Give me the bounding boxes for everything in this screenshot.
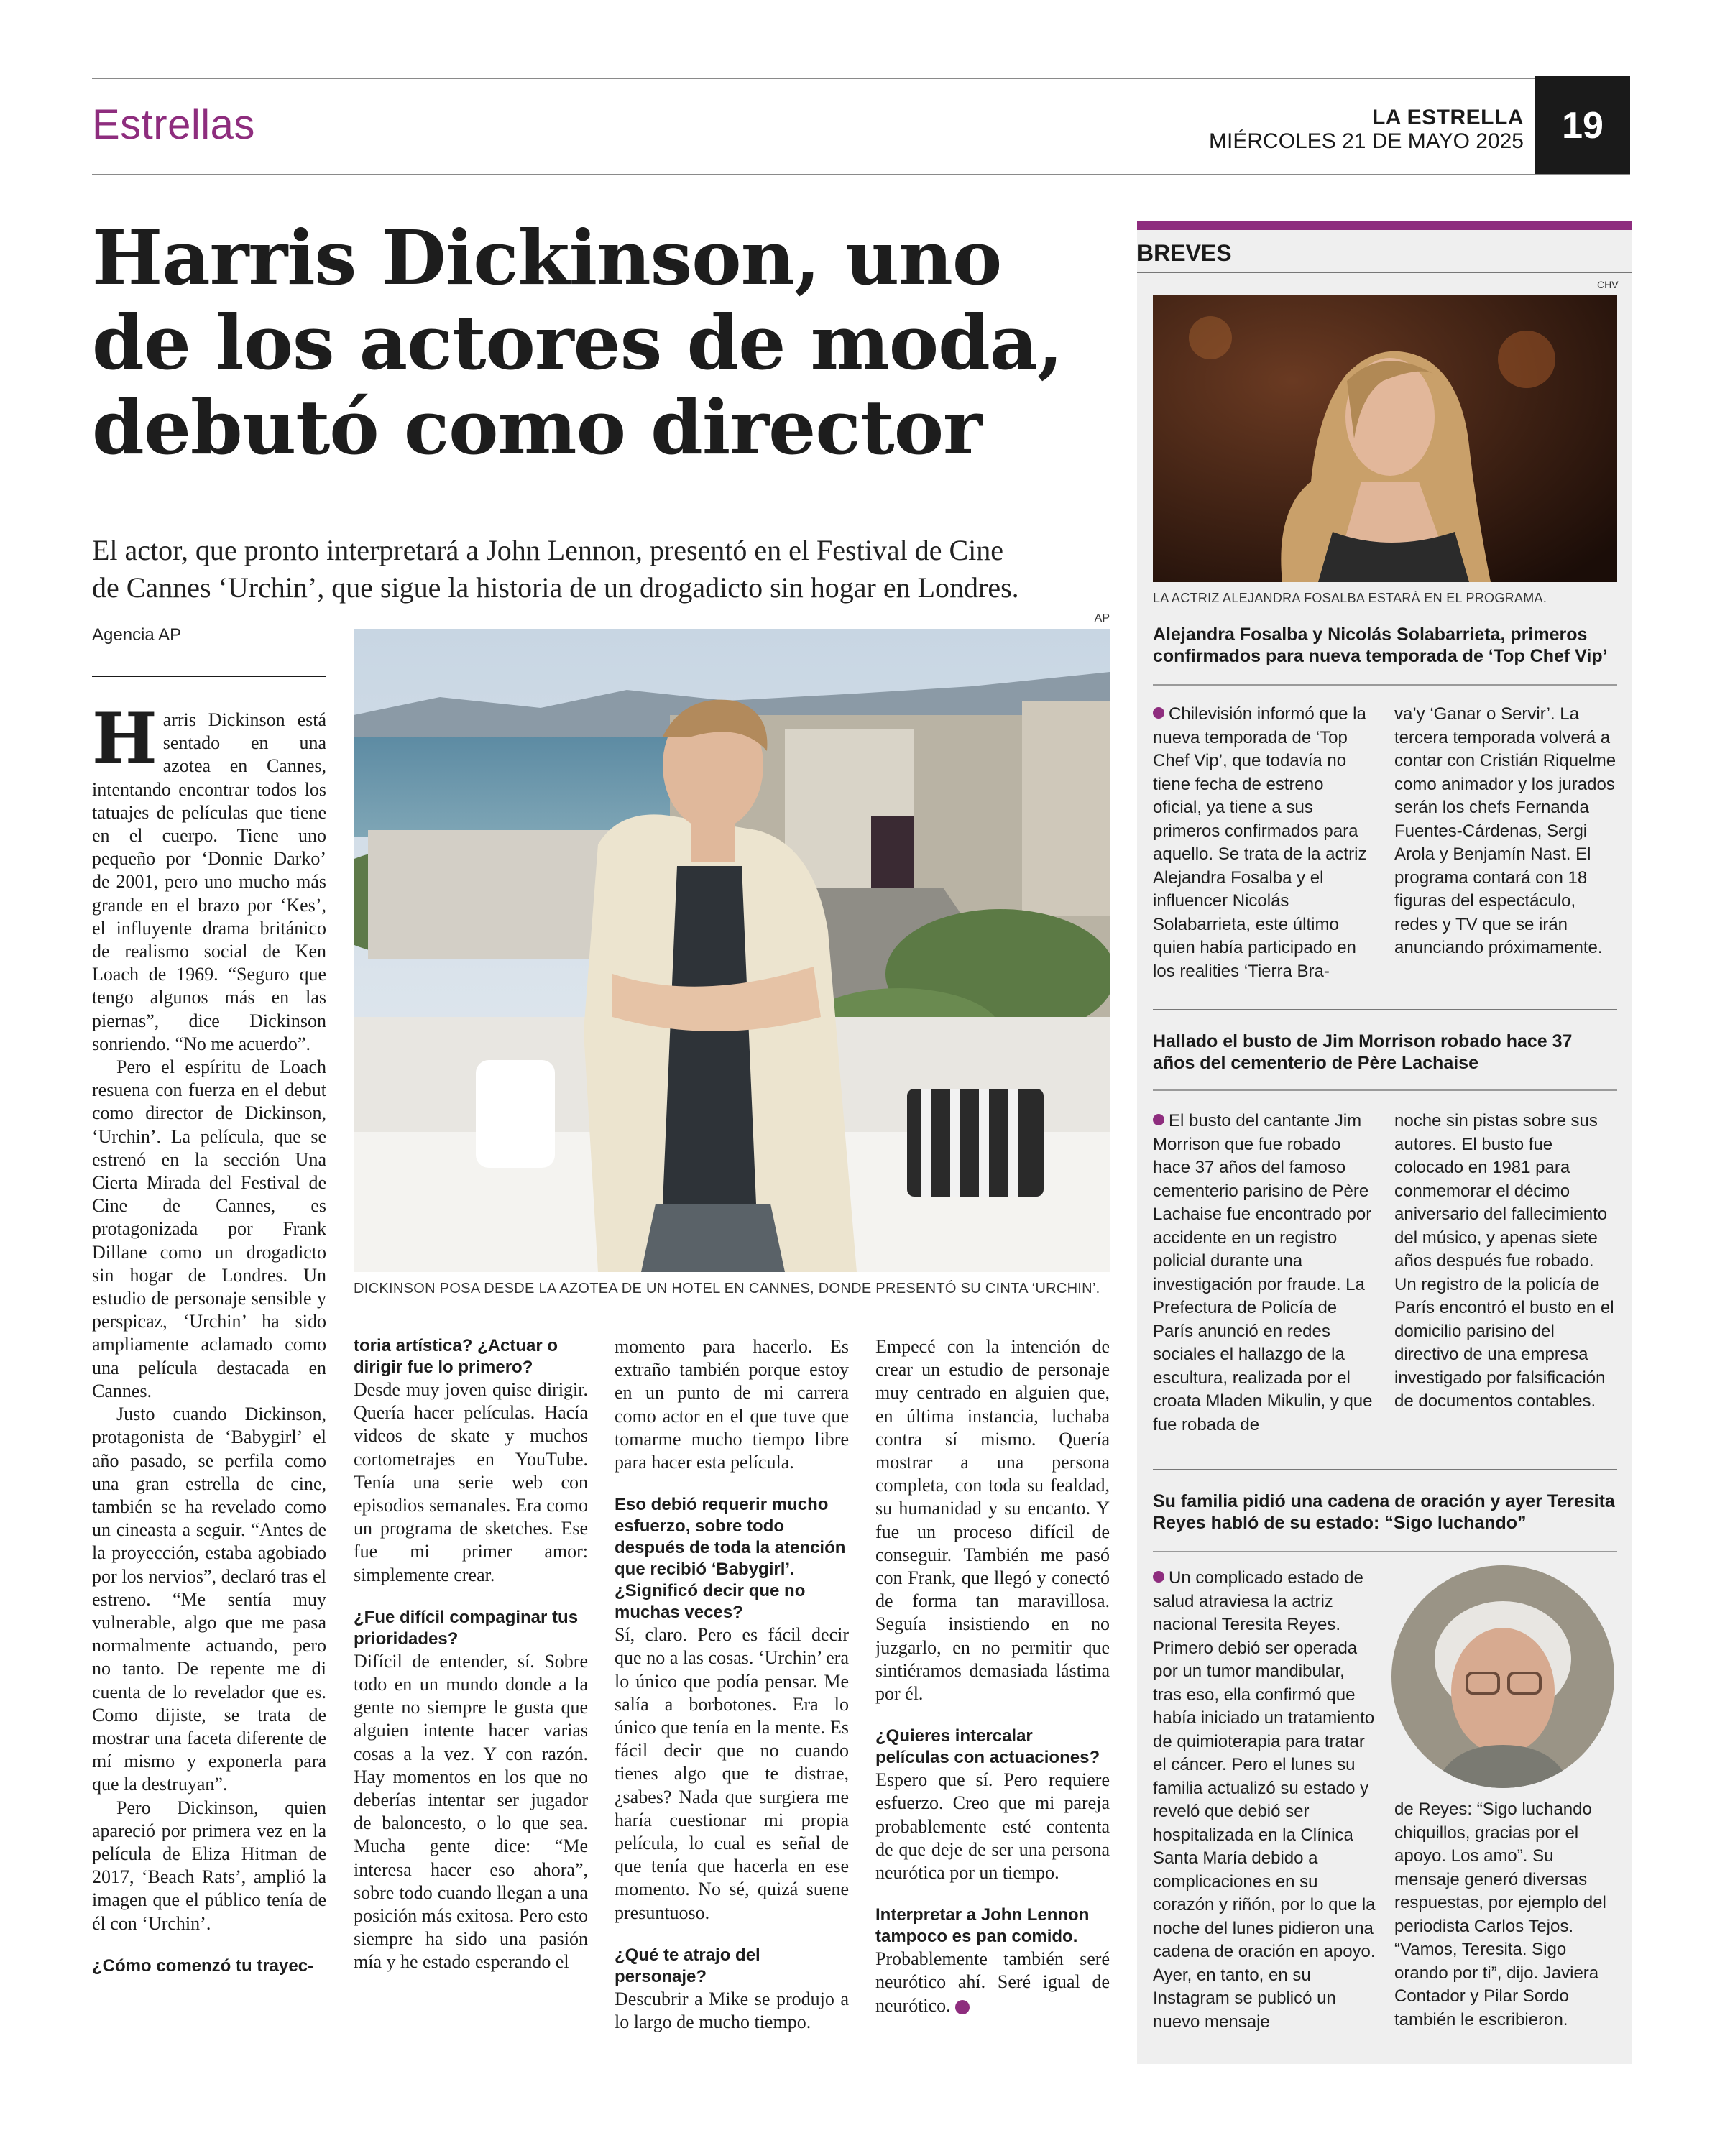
photo-caption: DICKINSON POSA DESDE LA AZOTEA DE UN HOTEL EN CANNES, DONDE PRESENTÓ SU CINTA ‘URCHIN’. — [354, 1281, 1100, 1296]
interview-answer: Espero que sí. Pero requiere esfuerzo. Creo que mi pareja probablemente esté contenta de que deje de ser una persona neurótica por un tiempo. — [875, 1769, 1110, 1884]
interview-answer: Desde muy joven quise dirigir. Quería hacer películas. Hacía videos de skate y muchos cortometrajes en YouTube. Tenía una serie web con episodios semanales. Era como un programa de sketches. Ese fue mi primer amor: simplemente crear. — [354, 1379, 588, 1585]
end-of-article-icon — [955, 2000, 970, 2014]
article-column-1 — [92, 709, 326, 2060]
interview-answer: momento para hacerlo. Es extraño también porque estoy en un punto de mi carrera como actor en el que tuve que tomarme mucho tiempo libre para hacer esta película. — [615, 1336, 849, 1473]
section-label: Estrellas — [92, 101, 255, 148]
brief-text-left — [1153, 1567, 1376, 2034]
brief-headline: Hallado el busto de Jim Morrison robado hace 37 años del cementerio de Père Lachaise — [1153, 1031, 1573, 1073]
breves-title: BREVES — [1137, 240, 1232, 266]
interview-answer: Difícil de entender, sí. Sobre todo en un mundo donde a la gente no siempre le gusta que alguien intente hacer varias cosas a la vez. Y con razón. Hay momentos en los que no deberías intentar ser jugador de baloncesto, o lo que sea. Mucha gente dice: “Me interesa hacer eso ahora”, sobre todo cuando llegan a una posición más exitosa. Pero esto siempre ha sido una pasión mía y he estado esperando el — [354, 1650, 588, 1973]
issue-date: MIÉRCOLES 21 DE MAYO 2025 — [1209, 129, 1524, 153]
dropcap: H — [92, 709, 157, 779]
article-paragraph: Pero Dickinson, quien apareció por primera vez en la película de Eliza Hitman de 2017, ‘Beach Rats’, amplió la imagen que el público tenía de él con ‘Urchin’. — [92, 1797, 326, 1934]
masthead — [1209, 106, 1524, 154]
interview-question: ¿Fue difícil compaginar tus prioridades? — [354, 1607, 579, 1649]
article-column-2 — [354, 1335, 588, 2061]
header-rule — [92, 174, 1630, 175]
paper-name: LA ESTRELLA — [1371, 106, 1524, 129]
article-paragraph: Pero el espíritu de Loach resuena con fuerza en el debut como director de Dickinson, ‘Urchin’. La película, que se estrenó en la sección Una Cierta Mirada del Festival de Cine de Cannes, es protagonizada por Frank Dillane como un drogadicto sin hogar de Londres. Un estudio de personaje sensible y perspicaz, ‘Urchin’ ha sido ampliamente aclamado como una película destacada en Cannes. — [92, 1056, 326, 1401]
brief-text-right: de Reyes: “Sigo luchando chiquillos, gracias por el apoyo. Los amo”. Su mensaje generó diversas respuestas, por ejemplo del periodista Carlos Tejos. “Vamos, Teresita. Sigo orando por ti”, dijo. Javiera Contador y Pilar Sordo también le escribieron. — [1394, 1800, 1606, 2030]
brief-rule — [1153, 684, 1617, 686]
interview-question: ¿Qué te atrajo del personaje? — [615, 1945, 760, 1986]
breves-title-rule — [1137, 272, 1632, 273]
sidebar-photo-credit: CHV — [1597, 279, 1619, 290]
bullet-icon — [1153, 1114, 1164, 1125]
brief-rule — [1153, 1089, 1617, 1091]
brief-text-left — [1153, 1110, 1376, 1437]
interview-answer: Sí, claro. Pero es fácil decir que no a las cosas. ‘Urchin’ era lo único que podía pensar. Me salía a borbotones. Era lo único que tenía en la mente. Es fácil decir que no cuando tienes algo que te distrae, ¿sabes? Nada que surgiera me haría cuestionar mi propia película, lo cual es señal de que tenía que hacerla en ese momento. No sé, quizá suene presuntuoso. — [615, 1624, 849, 1923]
interview-answer: Descubrir a Mike se produjo a lo largo de mucho tiempo. — [615, 1988, 849, 2033]
breves-accent-bar — [1137, 221, 1632, 230]
headline — [92, 213, 1098, 471]
headline-line: debutó como director — [92, 383, 982, 471]
article-paragraph — [92, 709, 326, 1056]
deck-line: El actor, que pronto interpretará a John Lennon, presentó en el Festival de Cine — [92, 534, 1003, 566]
brief-separator — [1153, 1469, 1617, 1470]
article-photo — [354, 629, 1110, 1272]
teresita-reyes-photo — [1392, 1565, 1614, 1788]
rooftop-portrait-image — [354, 629, 1110, 1272]
byline: Agencia AP — [92, 625, 182, 645]
brief-separator — [1153, 1009, 1617, 1010]
brief-headline: Alejandra Fosalba y Nicolás Solabarrieta, primeros confirmados para nueva temporada de ‘Top Chef Vip’ — [1153, 625, 1608, 666]
page-number: 19 — [1535, 76, 1630, 175]
bullet-icon — [1153, 707, 1164, 719]
brief-text: El busto del cantante Jim Morrison que fue robado hace 37 años del famoso cementerio parisino de Père Lachaise fue encontrado por accidente en un registro policial durante una investigación por fraude. La Prefectura de Policía de París anunció en redes sociales el hallazgo de la escultura, realizada por el croata Mladen Mikulin, y que fue robada de — [1153, 1111, 1373, 1434]
photo-credit: AP — [1094, 612, 1110, 625]
elderly-actress-portrait-image — [1392, 1565, 1614, 1788]
article-column-3 — [615, 1335, 849, 2061]
actress-portrait-image — [1153, 295, 1617, 582]
interview-answer — [875, 1948, 1110, 2017]
brief-text: Chilevisión informó que la nueva temporada de ‘Top Chef Vip’, que todavía no tiene fecha de estreno oficial, ya tiene a sus primeros confirmados para aquello. Se trata de la actriz Alejandra Fosalba y el influencer Nicolás Solabarrieta, este último quien había participado en los realities ‘Tierra Bra- — [1153, 704, 1367, 981]
brief-text: Un complicado estado de salud atraviesa la actriz nacional Teresita Reyes. Primero debió ser operada por un tumor mandibular, tras eso, ella confirmó que había iniciado un tratamiento de quimioterapia para tratar el cáncer. Pero el lunes su familia actualizó su estado y reveló que debió ser hospitalizada en la Clínica Santa María debido a complicaciones en su corazón y riñón, por lo que la noche del lunes pidieron una cadena de oración en apoyo. Ayer, en tanto, en su Instagram se publicó un nuevo mensaje — [1153, 1568, 1376, 2032]
interview-answer: Empecé con la intención de crear un estudio de personaje muy centrado en alguien que, en última instancia, luchaba contra sí mismo. Quería mostrar a una persona completa, con toda su fealdad, su humanidad y su encanto. Y fue un proceso difícil de conseguir. También me pasó con Frank, que llegó y conectó de forma tan maravillosa. Seguía insistiendo en no juzgarlo, en no permitir que sintiéramos demasiada lástima por él. — [875, 1336, 1110, 1705]
paragraph-text: arris Dickinson está sentado en una azotea en Cannes, intentando encontrar todos los tatuajes de películas que tiene en el cuerpo. Tiene uno pequeño por ‘Donnie Darko’ de 2001, pero uno mucho más grande en el brazo por ‘Kes’, el influyente drama británico de realismo social de Ken Loach de 1969. “Seguro que tengo algunos más en las piernas”, dice Dickinson sonriendo. “No me acuerdo”. — [92, 709, 326, 1054]
sidebar-photo — [1153, 295, 1617, 582]
brief-text-left — [1153, 703, 1376, 983]
brief-text-right: noche sin pistas sobre sus autores. El busto fue colocado en 1981 para conmemorar el décimo aniversario del fallecimiento del músico, y apenas siete años después fue robado. Un registro de la policía de París encontró el busto en el domicilio parisino del directivo de una empresa investigado por falsificación de documentos contables. — [1394, 1111, 1614, 1411]
interview-question: ¿Cómo comenzó tu trayec- — [92, 1955, 314, 1976]
interview-question: toria artística? ¿Actuar o dirigir fue lo primero? — [354, 1336, 558, 1377]
article-column-4 — [875, 1335, 1110, 2061]
byline-rule — [92, 676, 326, 677]
article-paragraph: Justo cuando Dickinson, protagonista de ‘Babygirl’ el año pasado, se perfila como una gran estrella de cine, también se ha revelado como un cineasta a seguir. “Antes de la proyección, estaba agobiado por los nervios”, declaró tras el estreno. “Me sentía muy vulnerable, algo que me pasa normalmente actuando, pero no tanto. De repente me di cuenta de lo revelador que es. Como dijiste, se trata de mostrar una faceta diferente de mí mismo y exponerla para que la destruyan”. — [92, 1404, 326, 1795]
bullet-icon — [1153, 1571, 1164, 1583]
answer-text: Probablemente también seré neurótico ahí. Seré igual de neurótico. — [875, 1948, 1110, 2016]
brief-rule — [1153, 1551, 1617, 1552]
deck-line: de Cannes ‘Urchin’, que sigue la historia de un drogadicto sin hogar en Londres. — [92, 571, 1019, 604]
interview-question: ¿Quieres intercalar películas con actuaciones? — [875, 1726, 1100, 1768]
headline-line: de los actores de moda, — [92, 298, 1063, 387]
interview-question: Eso debió requerir mucho esfuerzo, sobre todo después de toda la atención que recibió ‘Babygirl’. ¿Significó decir que no muchas veces? — [615, 1495, 846, 1623]
deck — [92, 532, 1120, 607]
sidebar-photo-caption: LA ACTRIZ ALEJANDRA FOSALBA ESTARÁ EN EL PROGRAMA. — [1153, 591, 1547, 605]
interview-question: Interpretar a John Lennon tampoco es pan comido. — [875, 1905, 1090, 1947]
top-rule — [92, 78, 1630, 79]
headline-line: Harris Dickinson, uno — [92, 213, 1002, 302]
brief-text-right: va’y ‘Ganar o Servir’. La tercera temporada volverá a contar con Cristián Riquelme como animador y los jurados serán los chefs Fernanda Fuentes-Cárdenas, Sergi Arola y Benjamín Nast. El programa contará con 18 figuras del espectáculo, redes y TV que se irán anunciando próximamente. — [1394, 704, 1616, 957]
brief-headline: Su familia pidió una cadena de oración y ayer Teresita Reyes habló de su estado: “Sigo luchando” — [1153, 1491, 1615, 1533]
